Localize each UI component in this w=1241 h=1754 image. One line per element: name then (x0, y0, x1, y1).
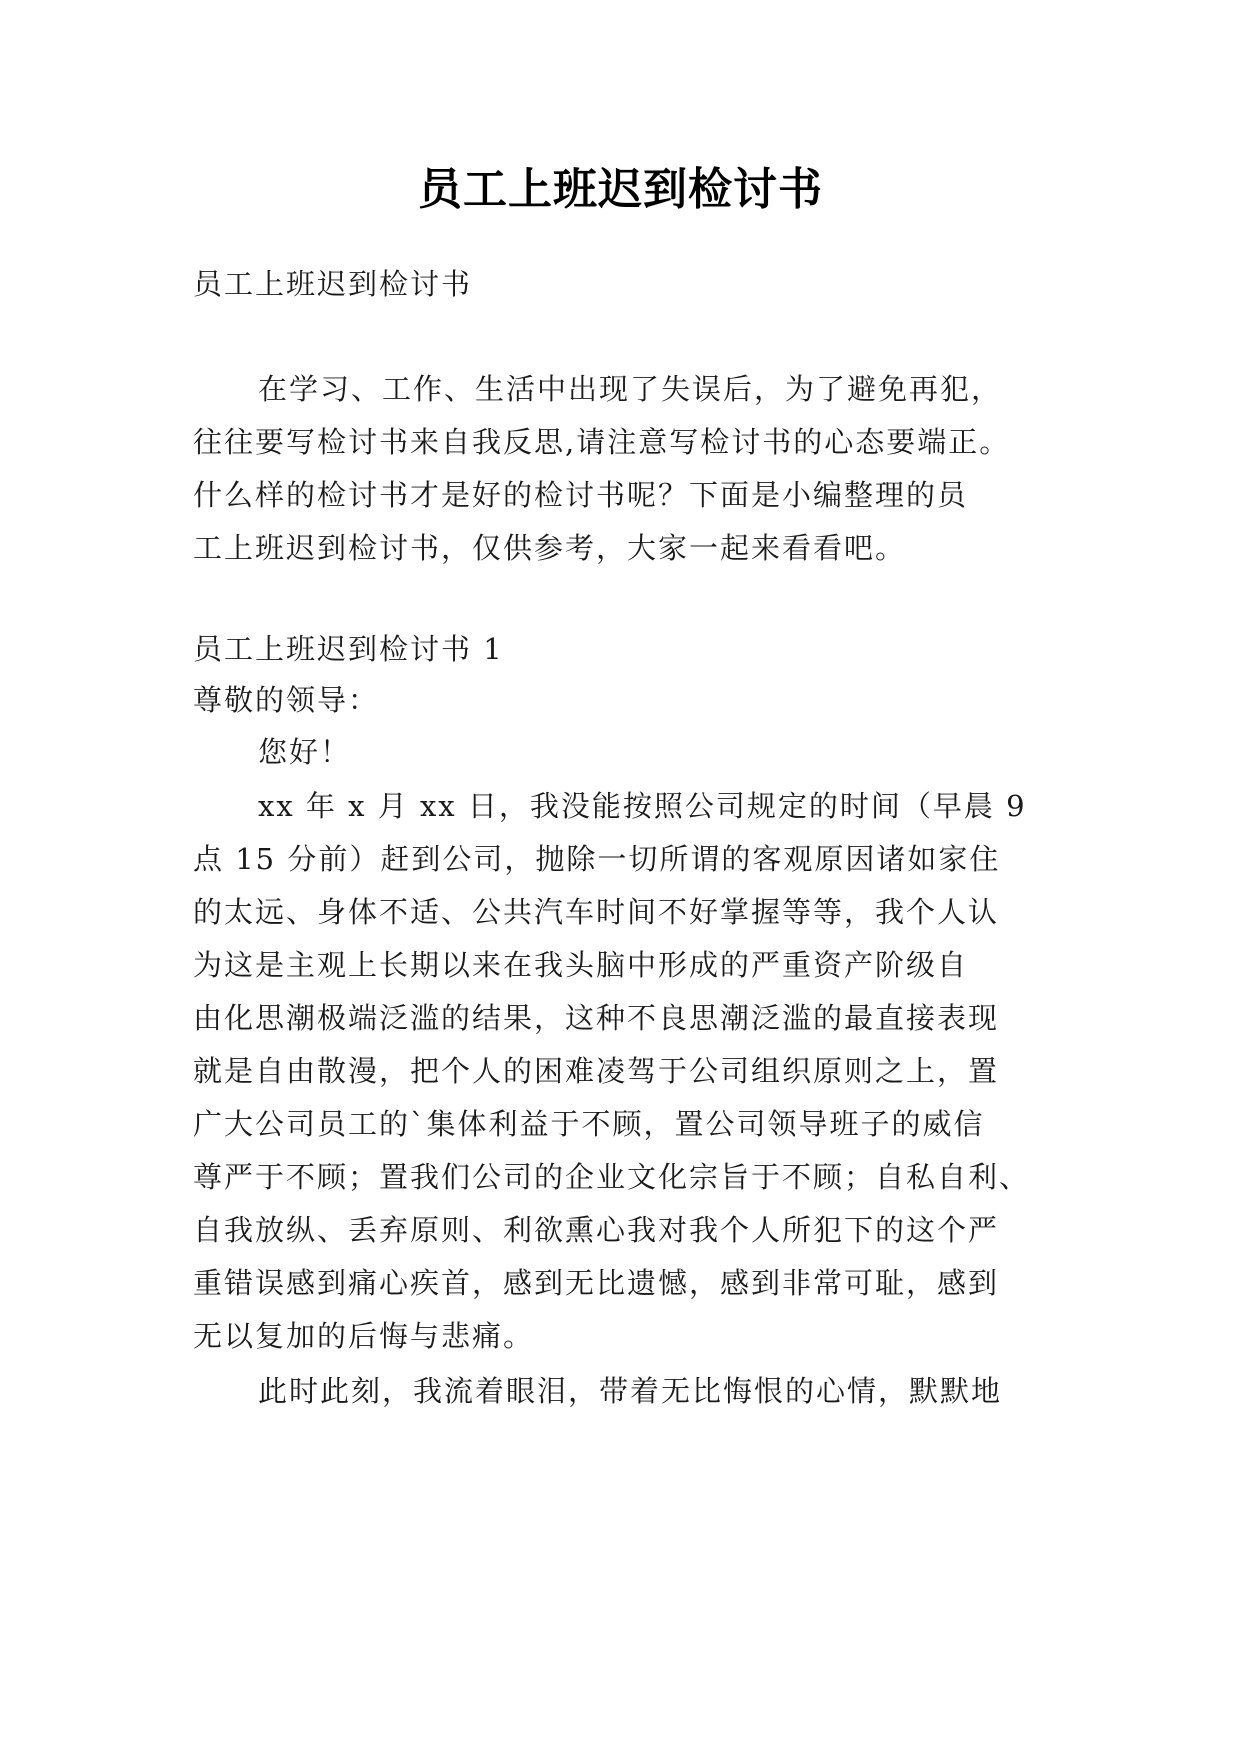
body-line-11: 无以复加的后悔与悲痛。 (193, 1319, 535, 1353)
document-heading: 员工上班迟到检讨书 (193, 267, 473, 301)
body-line-6: 就是自由散漫，把个人的困难凌驾于公司组织原则之上，置 (193, 1054, 1000, 1088)
intro-line-4: 工上班迟到检讨书，仅供参考，大家一起来看看吧。 (193, 531, 907, 565)
body-line-10: 重错误感到痛心疾首，感到无比遗憾，感到非常可耻，感到 (193, 1266, 1000, 1300)
greeting: 您好！ (258, 735, 352, 769)
document-title: 员工上班迟到检讨书 (418, 164, 823, 215)
intro-line-2: 往往要写检讨书来自我反思,请注意写检讨书的心态要端正。 (193, 425, 1011, 459)
body-line-8: 尊严于不顾；置我们公司的企业文化宗旨于不顾；自私自利、 (193, 1160, 1031, 1194)
body-line-2: 点 15 分前）赶到公司，抛除一切所谓的客观原因诸如家住 (193, 842, 1001, 876)
closing-line: 此时此刻，我流着眼泪，带着无比悔恨的心情，默默地 (258, 1374, 1003, 1408)
body-line-9: 自我放纵、丢弃原则、利欲熏心我对我个人所犯下的这个严 (193, 1213, 1000, 1247)
salutation: 尊敬的领导： (193, 683, 380, 717)
body-line-7: 广大公司员工的`集体利益于不顾，置公司领导班子的威信 (193, 1107, 985, 1141)
intro-line-3: 什么样的检讨书才是好的检讨书呢？下面是小编整理的员 (193, 478, 969, 512)
body-line-5: 由化思潮极端泛滥的结果，这种不良思潮泛滥的最直接表现 (193, 1001, 1000, 1035)
intro-line-1: 在学习、工作、生活中出现了失误后，为了避免再犯， (258, 372, 1003, 406)
section-title: 员工上班迟到检讨书 1 (193, 632, 504, 666)
body-line-3: 的太远、身体不适、公共汽车时间不好掌握等等，我个人认 (193, 895, 1000, 929)
body-line-4: 为这是主观上长期以来在我头脑中形成的严重资产阶级自 (193, 948, 969, 982)
body-line-1: xx 年 x 月 xx 日，我没能按照公司规定的时间（早晨 9 (258, 789, 1027, 823)
